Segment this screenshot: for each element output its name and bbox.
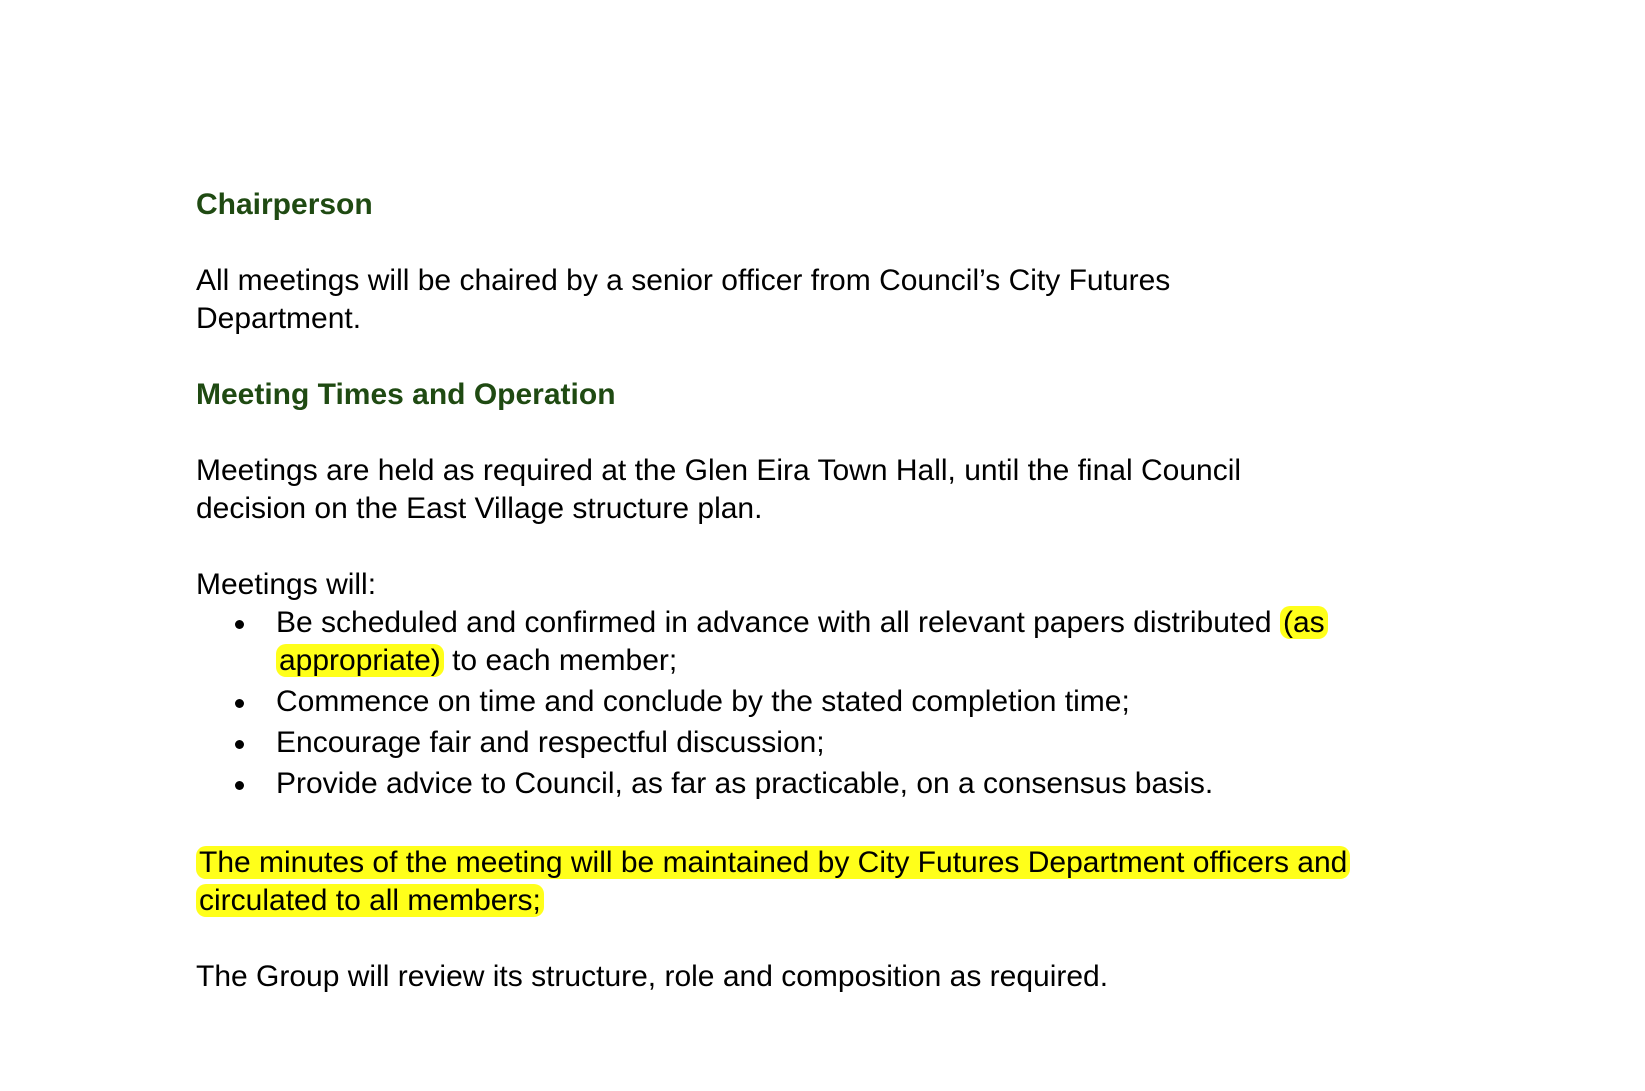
document-content (196, 186, 1466, 996)
list-item (196, 724, 1466, 762)
list-item-text: Be scheduled and confirmed in advance with all relevant papers distributed (276, 606, 1272, 639)
chairperson-body: All meetings will be chaired by a senior officer from Council’s City Futures Department. (196, 264, 1171, 335)
list-item-text: Provide advice to Council, as far as practicable, on a consensus basis. (276, 767, 1214, 800)
meeting-times-heading: Meeting Times and Operation (196, 378, 616, 411)
spacer (196, 224, 1466, 262)
bullet-icon (235, 740, 244, 749)
spacer (196, 414, 1466, 452)
meeting-times-body: Meetings are held as required at the Glen Eira Town Hall, until the final Council decision on the East Village structure plan. (196, 454, 1242, 525)
list-intro: Meetings will: (196, 568, 377, 601)
spacer (196, 528, 1466, 566)
meeting-rules-list (196, 604, 1466, 803)
bullet-icon (235, 781, 244, 790)
minutes-note (196, 844, 1376, 920)
list-item (196, 765, 1466, 803)
list-item (196, 604, 1411, 680)
list-item-text: Encourage fair and respectful discussion; (276, 726, 825, 759)
spacer (196, 338, 1466, 376)
bullet-icon (235, 620, 244, 629)
list-item-text: to each member; (443, 644, 678, 677)
chairperson-heading: Chairperson (196, 188, 373, 221)
spacer (196, 806, 1466, 844)
review-note: The Group will review its structure, role and composition as required. (196, 960, 1109, 993)
list-item (196, 683, 1466, 721)
highlighted-text: (as appropriate) (276, 606, 1328, 677)
list-item-text: Commence on time and conclude by the stated completion time; (276, 685, 1130, 718)
highlighted-text: The minutes of the meeting will be maintained by City Futures Department officers and circulated to all members; (196, 846, 1350, 917)
bullet-icon (235, 699, 244, 708)
spacer (196, 920, 1466, 958)
